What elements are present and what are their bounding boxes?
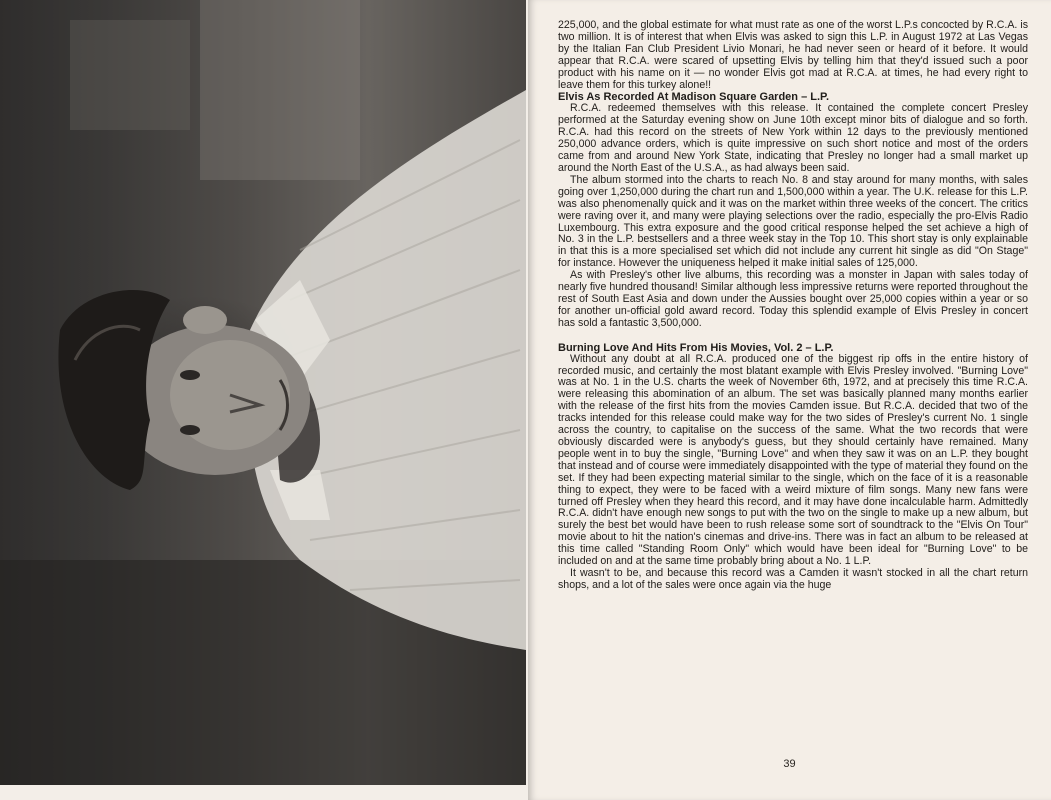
elvis-photo-illustration xyxy=(0,0,526,785)
page-number: 39 xyxy=(783,758,796,770)
elvis-photo xyxy=(0,0,526,785)
paragraph: Without any doubt at all R.C.A. produced one of the biggest rip offs in the entire history of recorded music, and certainly the most blatant example with Elvis Presley involved. "Burning Love" was at No. 1 in the U.S. charts the week of November 6th, 1972, and at precisely this time R.C.A. were releasing this abomination of an album. The set was basically planned many months earlier with the release of the first hits from the movies Camden issue. But R.C.A. decided that two of the tracks intended for this release could make way for the two sides of Presley's current No. 1 single across the country, to capitalise on the success of the same. What the two records that were obviously discarded were is anybody's guess, but they should certainly have remained. Many people went in to buy the single, "Burning Love" and when they saw it was on an L.P. they bought that instead and of course were immediately disappointed with the type of material they found on the set. If they had been expecting material similar to the single, which on the face of it is a reasonable thing to expect, they were to be faced with a weird mixture of film songs. Many new fans were turned off Presley when they heard this record, and it may have done incalculable harm. Admittedly R.C.A. didn't have enough new songs to put with the two on the single to make up a new album, but surely the best bet would have been to rush release some sort of soundtrack to the "Elvis On Tour" movie about to hit the nation's cinemas and drive-ins. There was in fact an album to be released at this time called "Standing Room Only" which would have been ideal for "Burning Love" to be included on and at the same time probably bring about a No. 1 L.P. xyxy=(558,352,1028,568)
intro-paragraph: 225,000, and the global estimate for what must rate as one of the worst L.P.s concocted by R.C.A. is two million. It is of interest that when Elvis was asked to sign this L.P. in August 1972 at Las Vegas by the Italian Fan Club President Livio Monari, he had never seen or heard of it before. It would appear that R.C.A. were scared of upsetting Elvis by telling him that they'd issued such a poor product with his name on it — no wonder Elvis got mad at R.C.A. at times, he had every right to leave them for this turkey alone!! xyxy=(558,19,1028,91)
paragraph: As with Presley's other live albums, this recording was a monster in Japan with sales today of nearly five hundred thousand! Similar although less impressive returns were reported throughout the rest of South East Asia and down under the Aussies bought over 25,000 copies within a year or so for another un-official gold award record. Today this splendid example of Elvis Presley in concert has sold a fantastic 3,500,000. xyxy=(558,269,1028,329)
article-column xyxy=(558,20,1028,592)
section-heading-burning-love: Burning Love And Hits From His Movies, Vol. 2 – L.P. xyxy=(558,341,834,354)
right-page xyxy=(528,0,1051,800)
paragraph: R.C.A. redeemed themselves with this release. It contained the complete concert Presley performed at the Saturday evening show on June 10th except minor bits of dialogue and so forth. R.C.A. had this record on the streets of New York within 12 days to the previously mentioned 250,000 advance orders, which is quite impressive on such short notice and most of the orders came from and around New York State, indicating that Presley no longer had a small market up around the North East of the U.S.A., as had always been said. xyxy=(558,102,1028,174)
paragraph: The album stormed into the charts to reach No. 8 and stay around for many months, with sales going over 1,250,000 during the chart run and 1,500,000 within a year. The U.K. release for this L.P. was also phenomenally quick and it was on the market within three weeks of the concert. The critics were raving over it, and many were playing selections over the radio, especially the pro-Elvis Radio Luxembourg. This extra exposure and the good critical response helped the set achieve a high of No. 3 in the L.P. bestsellers and a three week stay in the Top 10. This short stay is only explainable in that this is a more specialised set which did not include any current hit single as did "On Stage" for instance. However the uniqueness helped it make initial sales of 125,000. xyxy=(558,173,1028,270)
section-heading-madison-square-garden: Elvis As Recorded At Madison Square Garden – L.P. xyxy=(558,91,830,104)
paragraph: It wasn't to be, and because this record was a Camden it wasn't stocked in all the chart return shops, and a lot of the sales were once again via the huge xyxy=(558,566,1028,591)
